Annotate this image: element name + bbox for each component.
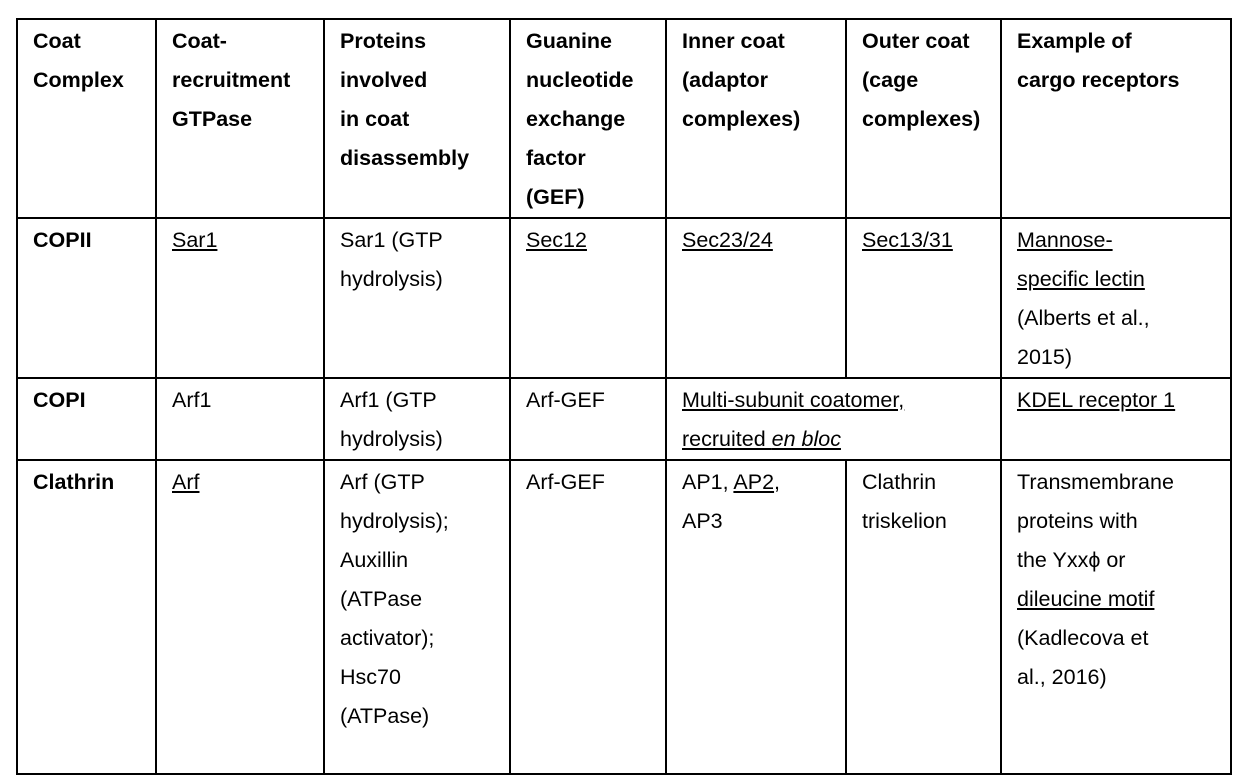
cell-cargo: [1001, 378, 1231, 460]
header-row: [17, 19, 1231, 218]
cell-outer-coat: Clathrin triskelion: [846, 460, 1001, 774]
cargo-text-b: (Kadlecova et al., 2016): [1017, 626, 1149, 689]
header-coat-complex: Coat Complex: [17, 19, 156, 218]
cell-inner-coat: [666, 460, 846, 774]
cell-coatomer: [666, 378, 1001, 460]
cargo-text-a: Transmembrane proteins with the Yxxϕ or: [1017, 470, 1174, 572]
cell-gef: [510, 218, 666, 378]
cell-gtpase: Arf1: [156, 378, 324, 460]
header-disassembly: Proteins involved in coat disassembly: [324, 19, 510, 218]
cell-gtpase: [156, 460, 324, 774]
link-dileucine-motif[interactable]: dileucine motif: [1017, 587, 1155, 611]
link-coatomer[interactable]: [682, 388, 904, 451]
cell-disassembly: Arf (GTP hydrolysis); Auxillin (ATPase activator); Hsc70 (ATPase): [324, 460, 510, 774]
coatomer-text: Multi-subunit coatomer, recruited: [682, 388, 905, 451]
coat-complex-table: [16, 18, 1232, 775]
cell-disassembly: Arf1 (GTP hydrolysis): [324, 378, 510, 460]
inner-text-c: , AP3: [682, 470, 781, 533]
header-cargo-receptors: Example of cargo receptors: [1001, 19, 1231, 218]
table-row-clathrin: [17, 460, 1231, 774]
link-mannose-lectin[interactable]: Mannose- specific lectin: [1017, 228, 1145, 291]
link-sar1[interactable]: Sar1: [172, 228, 218, 252]
header-gef: Guanine nucleotide exchange factor (GEF): [510, 19, 666, 218]
header-gtpase: Coat- recruitment GTPase: [156, 19, 324, 218]
cell-gef: Arf-GEF: [510, 378, 666, 460]
cell-outer-coat: [846, 218, 1001, 378]
cell-complex: COPII: [17, 218, 156, 378]
table-row-copi: [17, 378, 1231, 460]
link-sec23-24[interactable]: Sec23/24: [682, 228, 773, 252]
link-sec13-31[interactable]: Sec13/31: [862, 228, 953, 252]
cell-inner-coat: [666, 218, 846, 378]
inner-text-a: AP1,: [682, 470, 734, 494]
cell-complex: Clathrin: [17, 460, 156, 774]
link-ap2[interactable]: AP2: [733, 470, 775, 494]
cell-cargo: [1001, 218, 1231, 378]
cell-cargo: [1001, 460, 1231, 774]
header-outer-coat: Outer coat (cage complexes): [846, 19, 1001, 218]
cell-disassembly: Sar1 (GTP hydrolysis): [324, 218, 510, 378]
link-sec12[interactable]: Sec12: [526, 228, 587, 252]
coatomer-italic: en bloc: [771, 427, 841, 451]
cell-gef: Arf-GEF: [510, 460, 666, 774]
link-arf[interactable]: Arf: [172, 470, 200, 494]
cargo-reference: (Alberts et al., 2015): [1017, 306, 1150, 369]
header-inner-coat: Inner coat (adaptor complexes): [666, 19, 846, 218]
cell-complex: COPI: [17, 378, 156, 460]
coat-complex-table-container: [16, 18, 1232, 775]
link-kdel-receptor[interactable]: KDEL receptor 1: [1017, 388, 1176, 412]
cell-gtpase: [156, 218, 324, 378]
table-row-copii: [17, 218, 1231, 378]
